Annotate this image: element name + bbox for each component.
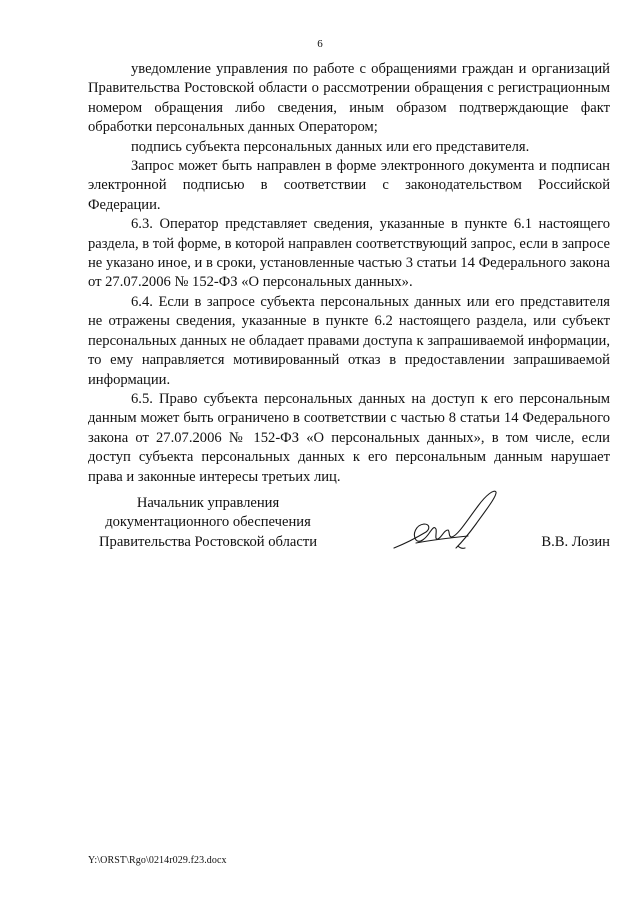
signatory-title-line: документационного обеспечения [105,514,311,531]
document-body [88,60,610,487]
signatory-title-line: Правительства Ростовской области [98,533,318,550]
handwritten-signature [386,482,516,562]
signatory-title-line: Начальник управления [136,495,280,511]
paragraph-signature-requirement: подпись субъекта персональных данных или его представителя. [131,138,530,155]
paragraph-6-5: 6.5. Право субъекта персональных данных на доступ к его персональным данным может быть ограничено в соответствии с частью 8 статьи 14 Федерального закона от 27.07.2006 № 152-ФЗ «О персональных данных», в том числе, если доступ субъекта персональных данных к его персональным данным нарушает права и законные интересы третьих лиц. [88,390,610,485]
file-path-footer: Y:\ORST\Rgo\0214r029.f23.docx [88,855,227,866]
paragraph-notification: уведомление управления по работе с обращениями граждан и организаций Правительства Ростовской области о рассмотрении обращения с регистрационным номером обращения либо сведения, иным образом подтверждающие факт обработки персональных данных Оператором; [88,61,610,136]
page-number: 6 [317,38,323,50]
signatory-title [88,494,328,552]
paragraph-6-3: 6.3. Оператор представляет сведения, указанные в пункте 6.1 настоящего раздела, в той форме, в которой направлен соответствующий запрос, если в запросе не указано иное, и в сроки, установленные частью 3 статьи 14 Федерального закона от 27.07.2006 № 152-ФЗ «О персональных данных». [88,216,610,291]
paragraph-6-4: 6.4. Если в запросе субъекта персональных данных или его представителя не отражены сведения, указанные в пункте 6.2 настоящего раздела, или субъект персональных данных не обладает правами доступа к запрашиваемой информации, то ему направляется мотивированный отказ в предоставлении запрашиваемой информации. [88,293,610,388]
signatory-name: В.В. Лозин [541,534,610,550]
paragraph-electronic-request: Запрос может быть направлен в форме электронного документа и подписан электронной подписью в соответствии с законодательством Российской Федерации. [88,158,610,213]
